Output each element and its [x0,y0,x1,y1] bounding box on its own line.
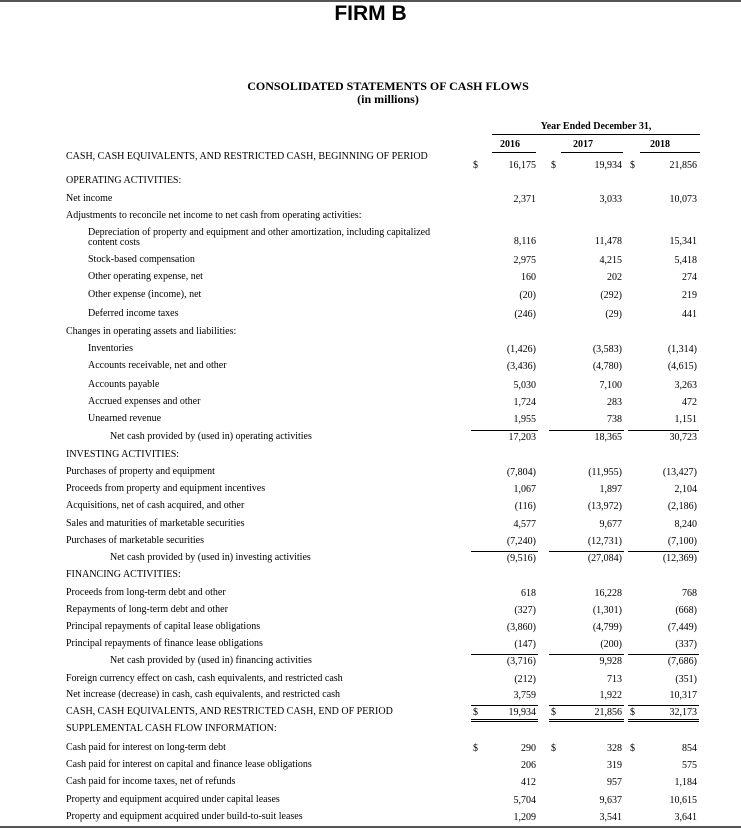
cell-value: (3,716) [506,656,536,667]
table-row [0,724,741,740]
cell-value: (12,369) [662,553,697,564]
cell-value: 21,856 [594,707,622,718]
cell-value: 3,033 [599,194,622,205]
table-row [0,309,741,325]
cell-value: (11,955) [588,467,622,478]
cell-value: 206 [521,760,536,771]
currency-symbol: $ [551,743,556,754]
currency-symbol: $ [551,160,556,171]
cell-value: 2,104 [674,484,697,495]
table-row [0,151,741,176]
cell-value: 3,641 [674,812,697,823]
cell-value: (2,186) [667,501,697,512]
cell-value: 30,723 [669,432,697,443]
cell-value: (7,449) [667,622,697,633]
underline-rule [471,551,538,552]
cell-value: 10,073 [669,194,697,205]
underline-rule [628,719,699,720]
cell-value: 18,365 [594,432,622,443]
cell-value: 319 [607,760,622,771]
row-label: Accounts payable [88,379,160,390]
underline-rule [471,705,538,706]
cell-value: 713 [607,674,622,685]
cell-value: (13,427) [662,467,697,478]
row-label: OPERATING ACTIVITIES: [66,175,182,186]
cell-value: 854 [682,743,697,754]
table-row [0,501,741,517]
table-row [0,380,741,396]
cell-value: 738 [607,414,622,425]
cell-value: 472 [682,397,697,408]
underline-rule [549,551,624,552]
row-label: Deferred income taxes [88,308,179,319]
cell-value: 412 [521,777,536,788]
cell-value: (200) [600,639,622,650]
row-label: Cash paid for income taxes, net of refunds [66,776,236,787]
cell-value: 768 [682,588,697,599]
table-row [0,327,741,343]
cell-value: (27,084) [587,553,622,564]
cell-value: 3,263 [674,380,697,391]
table-row [0,605,741,621]
year-2016: 2016 [500,139,520,150]
cell-value: 5,030 [513,380,536,391]
cell-value: 16,175 [508,160,536,171]
cell-value: (292) [600,290,622,301]
cell-value: 17,203 [508,432,536,443]
table-row [0,176,741,192]
cell-value: (12,731) [587,536,622,547]
cell-value: 3,541 [599,812,622,823]
row-label: Adjustments to reconcile net income to net cash from operating activities: [66,210,362,221]
underline-rule [471,654,538,655]
cell-value: 19,934 [594,160,622,171]
table-row [0,272,741,288]
cell-value: (7,100) [667,536,697,547]
table-row [0,760,741,776]
year-underline [640,152,700,153]
row-label: Accounts receivable, net and other [88,360,227,371]
cell-value: 2,371 [513,194,536,205]
underline-rule [628,705,699,706]
table-row [0,194,741,210]
row-label: FINANCING ACTIVITIES: [66,569,181,580]
row-label: Property and equipment acquired under build-to-suit leases [66,811,303,822]
row-label: Other operating expense, net [88,271,203,282]
row-label: Acquisitions, net of cash acquired, and other [66,500,245,511]
table-row [0,397,741,413]
cell-value: (4,615) [667,361,697,372]
cell-value: 9,637 [599,795,622,806]
cell-value: (351) [675,674,697,685]
row-label: Net cash provided by (used in) investing activities [110,552,311,563]
cell-value: (7,240) [506,536,536,547]
row-label: Unearned revenue [88,413,162,424]
underline-rule [549,654,624,655]
table-row [0,690,741,706]
year-2017: 2017 [573,139,593,150]
table-row [0,777,741,793]
cell-value: (9,516) [506,553,536,564]
table-row [0,255,741,271]
row-label: Cash paid for interest on capital and finance lease obligations [66,759,312,770]
cell-value: 2,975 [513,255,536,266]
cell-value: 8,116 [513,236,536,247]
row-label: Foreign currency effect on cash, cash equivalents, and restricted cash [66,673,343,684]
cell-value: 1,184 [674,777,697,788]
row-label: Net cash provided by (used in) operating activities [110,431,312,442]
cell-value: 575 [682,760,697,771]
cell-value: 957 [607,777,622,788]
table-row [0,344,741,360]
row-label: Proceeds from long-term debt and other [66,587,226,598]
cell-value: (3,436) [506,361,536,372]
cell-value: 10,615 [669,795,697,806]
cell-value: 7,100 [599,380,622,391]
cell-value: 16,228 [594,588,622,599]
currency-symbol: $ [473,160,478,171]
cell-value: (147) [514,639,536,650]
cell-value: 4,577 [513,519,536,530]
cell-value: 19,934 [508,707,536,718]
row-label: Repayments of long-term debt and other [66,604,228,615]
cell-value: 290 [521,743,536,754]
row-label: Other expense (income), net [88,289,202,300]
row-label: Net income [66,193,113,204]
cell-value: 1,955 [513,414,536,425]
cell-value: 32,173 [669,707,697,718]
cell-value: 1,067 [513,484,536,495]
table-row [0,467,741,483]
table-row [0,211,741,227]
row-label: Stock-based compensation [88,254,195,265]
cell-value: 202 [607,272,622,283]
underline-rule [628,721,699,722]
row-label: Purchases of marketable securities [66,535,205,546]
table-row [0,414,741,430]
currency-symbol: $ [473,743,478,754]
cell-value: 3,759 [513,690,536,701]
cell-value: (116) [514,501,536,512]
statement-title-line2: (in millions) [357,92,419,106]
row-label: Proceeds from property and equipment incentives [66,483,266,494]
row-label: Depreciation of property and equipment and other amortization, including capitalized content costs [88,227,431,248]
cell-value: 618 [521,588,536,599]
underline-rule [471,719,538,720]
table-row [0,656,741,672]
cell-value: 9,928 [599,656,622,667]
table-row [0,553,741,569]
cell-value: (246) [514,309,536,320]
cell-value: (4,799) [592,622,622,633]
statement-title-line1: CONSOLIDATED STATEMENTS OF CASH FLOWS [247,79,529,93]
cell-value: 10,317 [669,690,697,701]
row-label: Purchases of property and equipment [66,466,215,477]
table-row [0,795,741,811]
cell-value: 441 [682,309,697,320]
cell-value: (668) [675,605,697,616]
cell-value: (13,972) [587,501,622,512]
underline-rule [628,430,699,431]
row-label: Principal repayments of capital lease obligations [66,621,261,632]
underline-rule [471,721,538,722]
cell-value: 160 [521,272,536,283]
cell-value: (212) [514,674,536,685]
cell-value: 1,209 [513,812,536,823]
underline-rule [549,430,624,431]
table-row [0,519,741,535]
cell-value: 1,922 [599,690,622,701]
cell-value: (29) [605,309,622,320]
period-label: Year Ended December 31, [540,121,652,132]
underline-rule [628,551,699,552]
row-label: Cash paid for interest on long-term debt [66,742,226,753]
row-label: Inventories [88,343,133,354]
cell-value: (1,314) [667,344,697,355]
row-label: CASH, CASH EQUIVALENTS, AND RESTRICTED CASH, BEGINNING OF PERIOD [66,151,428,162]
cell-value: 328 [607,743,622,754]
table-row [0,227,741,252]
table-row [0,361,741,377]
table-row [0,484,741,500]
table-row [0,588,741,604]
underline-rule [471,430,538,431]
cell-value: 15,341 [669,236,697,247]
table-row [0,622,741,638]
row-label: Accrued expenses and other [88,396,201,407]
table-row [0,674,741,690]
table-row [0,432,741,448]
row-label: Principal repayments of finance lease obligations [66,638,263,649]
cell-value: 11,478 [594,236,622,247]
cell-value: 4,215 [599,255,622,266]
cell-value: 5,418 [674,255,697,266]
cell-value: 1,724 [513,397,536,408]
table-row [0,290,741,306]
cell-value: (1,426) [506,344,536,355]
table-row [0,639,741,655]
row-label: Sales and maturities of marketable securities [66,518,245,529]
cell-value: 21,856 [669,160,697,171]
cell-value: 5,704 [513,795,536,806]
row-label: Net cash provided by (used in) financing activities [110,655,312,666]
row-label: CASH, CASH EQUIVALENTS, AND RESTRICTED CASH, END OF PERIOD [66,706,393,717]
year-2018: 2018 [650,139,670,150]
table-row [0,570,741,586]
row-label: INVESTING ACTIVITIES: [66,449,180,460]
table-row [0,450,741,466]
table-row [0,743,741,759]
currency-symbol: $ [630,160,635,171]
cell-value: 283 [607,397,622,408]
cell-value: (4,780) [592,361,622,372]
cell-value: (3,583) [592,344,622,355]
underline-rule [549,705,624,706]
underline-rule [549,721,624,722]
cell-value: (3,860) [506,622,536,633]
row-label: SUPPLEMENTAL CASH FLOW INFORMATION: [66,723,277,734]
currency-symbol: $ [551,707,556,718]
row-label: Property and equipment acquired under capital leases [66,794,280,805]
currency-symbol: $ [630,743,635,754]
cell-value: (20) [519,290,536,301]
cell-value: 219 [682,290,697,301]
underline-rule [549,719,624,720]
cell-value: 9,677 [599,519,622,530]
currency-symbol: $ [630,707,635,718]
year-underline [492,152,536,153]
cell-value: 1,897 [599,484,622,495]
cell-value: (7,804) [506,467,536,478]
cell-value: (327) [514,605,536,616]
row-label: Net increase (decrease) in cash, cash equivalents, and restricted cash [66,689,341,700]
row-label: Changes in operating assets and liabilities: [66,326,237,337]
cell-value: 274 [682,272,697,283]
cell-value: 1,151 [674,414,697,425]
period-rule [492,134,700,135]
firm-name: FIRM B [334,2,407,25]
year-underline [561,152,623,153]
statement-title [0,80,741,106]
cell-value: (337) [675,639,697,650]
cell-value: 8,240 [674,519,697,530]
cell-value: (7,686) [667,656,697,667]
table-row [0,536,741,552]
cell-value: (1,301) [592,605,622,616]
underline-rule [628,654,699,655]
currency-symbol: $ [473,707,478,718]
